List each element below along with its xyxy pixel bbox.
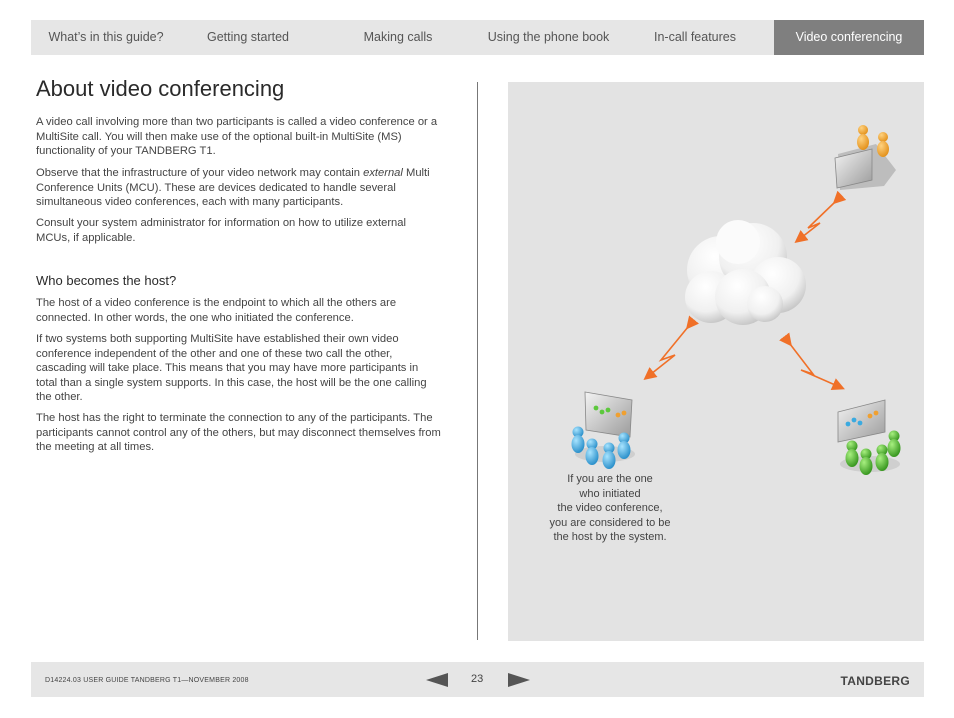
document-reference: D14224.03 USER GUIDE TANDBERG T1—NOVEMBER 2008: [45, 677, 249, 684]
top-navigation: [31, 20, 924, 55]
paragraph-host-rights: The host has the right to terminate the connection to any of the participants. The participants cannot control any of the others, but may disconnect themselves from the meeting at all times.: [36, 412, 441, 453]
caption-line: you are considered to be: [549, 516, 671, 529]
endpoint-top-right: [835, 125, 896, 190]
paragraph-infrastructure-end: Multi Conference Units (MCU). These are devices dedicated to handle several simultaneous video conferences, each with many participants.: [36, 167, 430, 208]
emphasis-external: external: [363, 167, 403, 179]
paragraph-host-definition: The host of a video conference is the endpoint to which all the others are connected. In other words, the one who initiated the conference.: [36, 297, 397, 324]
host-caption: [530, 472, 690, 545]
tab-video-conferencing[interactable]: Video conferencing: [774, 20, 924, 55]
arrow-top-right: [797, 202, 835, 241]
footer-bar: [31, 662, 924, 697]
tab-getting-started[interactable]: Getting started: [207, 30, 289, 44]
paragraph-intro: A video call involving more than two participants is called a video conference or a MultiSite call. You will then make use of the optional built-in MultiSite (MS) functionality of your TANDBERG T1.: [36, 116, 438, 157]
paragraph-consult-admin: Consult your system administrator for information on how to utilize external MCUs, if applicable.: [36, 217, 406, 244]
caption-line: If you are the one: [567, 473, 653, 485]
network-cloud: [685, 220, 806, 325]
caption-line: the host by the system.: [553, 531, 667, 543]
caption-line: who initiated: [579, 487, 641, 500]
section-heading-host: Who becomes the host?: [36, 273, 177, 288]
page-title: About video conferencing: [36, 76, 285, 101]
arrow-bottom-left: [646, 327, 688, 378]
paragraph-infrastructure-start: Observe that the infrastructure of your video network may contain: [36, 167, 364, 179]
tab-in-call-features[interactable]: In-call features: [654, 30, 736, 44]
tab-using-the-phone-book[interactable]: Using the phone book: [487, 30, 610, 44]
next-page-arrow-icon[interactable]: [508, 673, 530, 687]
tandberg-logo: TANDBERG: [840, 674, 910, 688]
previous-page-arrow-icon[interactable]: [426, 673, 448, 687]
arrow-bottom-right: [790, 344, 842, 388]
endpoint-bottom-right: [838, 400, 901, 475]
column-divider: [477, 82, 478, 640]
paragraph-cascading: If two systems both supporting MultiSite have established their own video conference independent of the other and one of these two call the other, cascading will take place. This means that you may have more participants in total than a single system supports. In this case, the host will be the one calling the other.: [36, 333, 427, 403]
tab-making-calls[interactable]: Making calls: [363, 30, 433, 44]
tab-whats-in-this-guide[interactable]: What’s in this guide?: [48, 30, 164, 44]
illustration-panel: [508, 82, 924, 641]
paragraph-infrastructure: [36, 166, 441, 210]
video-conference-diagram: [508, 82, 924, 641]
page-number: 23: [471, 673, 484, 685]
caption-line: the video conference,: [557, 502, 663, 514]
endpoint-host: [572, 392, 636, 469]
